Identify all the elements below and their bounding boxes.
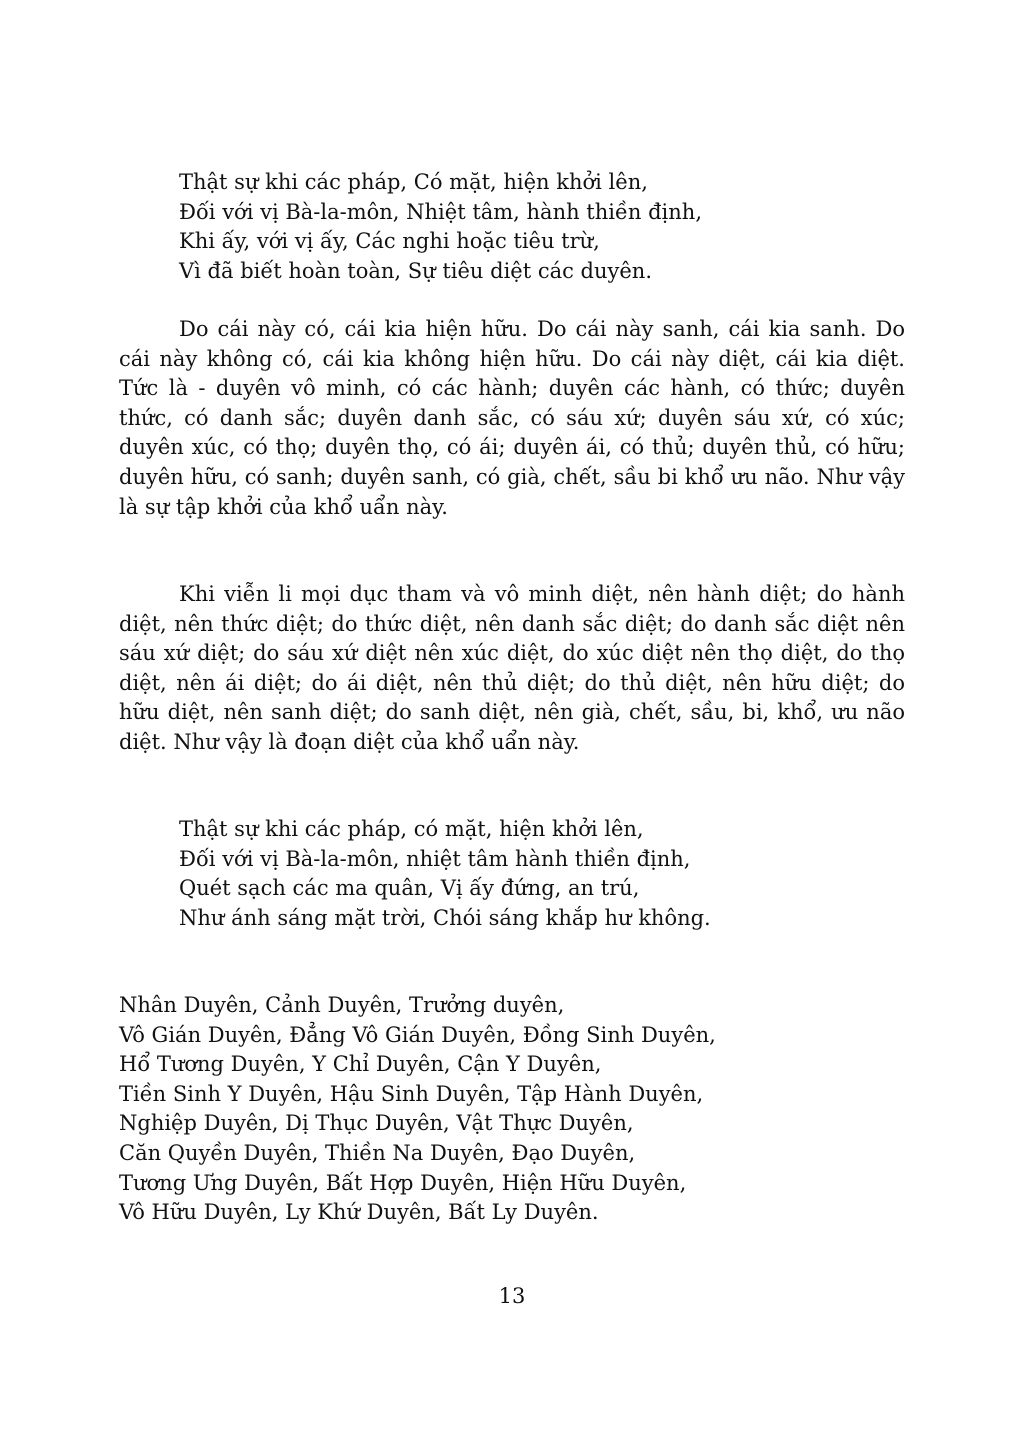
verse-line: Đối với vị Bà-la-môn, nhiệt tâm hành thiền định, <box>179 846 691 871</box>
paragraph-origination: Do cái này có, cái kia hiện hữu. Do cái này sanh, cái kia sanh. Do cái này không có, cái kia không hiện hữu. Do cái này diệt, cái kia diệt. Tức là - duyên vô minh, có các hành; duyên các hành, có thức; duyên thức, có danh sắc; duyên danh sắc, có sáu xứ; duyên sáu xứ, có xúc; duyên xúc, có thọ; duyên thọ, có ái; duyên ái, có thủ; duyên thủ, có hữu; duyên hữu, có sanh; duyên sanh, có già, chết, sầu bi khổ ưu não. Như vậy là sự tập khởi của khổ uẩn này. <box>119 317 905 519</box>
verse-line: Thật sự khi các pháp, Có mặt, hiện khởi lên, <box>179 170 648 194</box>
list-item: Nhân Duyên, Cảnh Duyên, Trưởng duyên, <box>119 993 565 1017</box>
list-item: Vô Hữu Duyên, Ly Khứ Duyên, Bất Ly Duyên. <box>119 1200 599 1225</box>
list-item: Nghiệp Duyên, Dị Thục Duyên, Vật Thực Duyên, <box>119 1111 634 1136</box>
list-item: Căn Quyền Duyên, Thiền Na Duyên, Đạo Duyên, <box>119 1140 636 1165</box>
list-item: Tiền Sinh Y Duyên, Hậu Sinh Duyên, Tập Hành Duyên, <box>119 1081 704 1106</box>
verse-line: Quét sạch các ma quân, Vị ấy đứng, an trú, <box>179 876 640 900</box>
verse-line: Như ánh sáng mặt trời, Chói sáng khắp hư không. <box>179 905 711 930</box>
verse-line: Vì đã biết hoàn toàn, Sự tiêu diệt các duyên. <box>179 258 653 283</box>
conditions-list <box>119 991 899 1228</box>
verse-stanza-2 <box>179 815 939 933</box>
verse-stanza-1 <box>179 168 939 286</box>
list-item: Tương Ưng Duyên, Bất Hợp Duyên, Hiện Hữu Duyên, <box>119 1170 687 1195</box>
verse-line: Đối với vị Bà-la-môn, Nhiệt tâm, hành thiền định, <box>179 199 702 224</box>
paragraph-cessation: Khi viễn li mọi dục tham và vô minh diệt, nên hành diệt; do hành diệt, nên thức diệt; do thức diệt, nên danh sắc diệt; do danh sắc diệt nên sáu xứ diệt; do sáu xứ diệt nên xúc diệt, do xúc diệt nên thọ diệt, do thọ diệt, nên ái diệt; do ái diệt, nên thủ diệt; do thủ diệt, nên hữu diệt; do hữu diệt, nên sanh diệt; do sanh diệt, nên già, chết, sầu, bi, khổ, ưu não diệt. Như vậy là đoạn diệt của khổ uẩn này. <box>119 582 905 754</box>
verse-line: Khi ấy, với vị ấy, Các nghi hoặc tiêu trừ, <box>179 229 600 253</box>
verse-line: Thật sự khi các pháp, có mặt, hiện khởi lên, <box>179 817 644 841</box>
list-item: Vô Gián Duyên, Đẳng Vô Gián Duyên, Đồng Sinh Duyên, <box>119 1022 716 1047</box>
page-number: 13 <box>498 1284 526 1308</box>
list-item: Hổ Tương Duyên, Y Chỉ Duyên, Cận Y Duyên, <box>119 1052 602 1077</box>
